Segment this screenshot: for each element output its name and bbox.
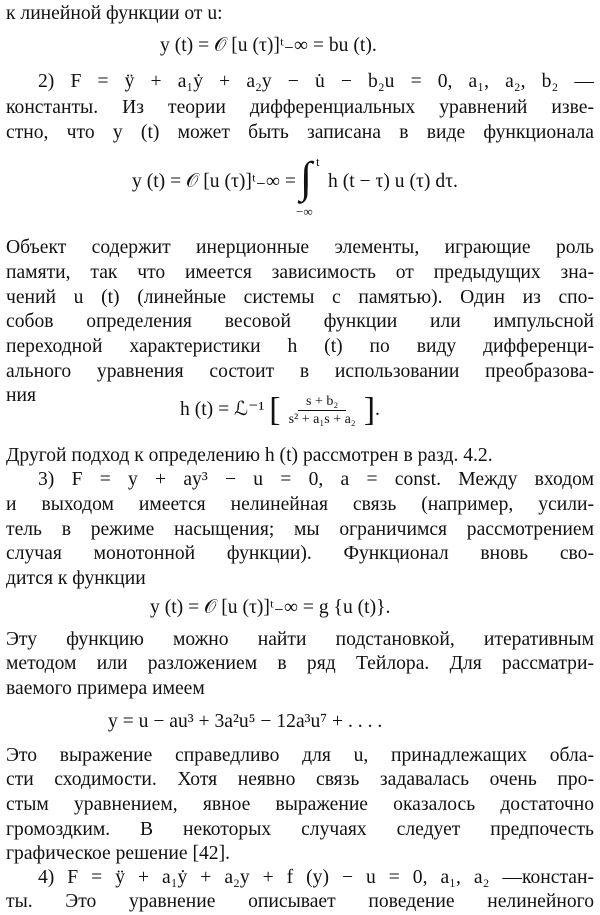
text-line: Другой подход к определению h (t) рассмотрен в разд. 4.2. — [6, 445, 493, 466]
formula-laplace: h (t) = ℒ⁻¹ [ $\frac{\text{s + b₂}}{\text{s² + a₁s + a₂}}$ ]. — [180, 391, 380, 429]
formula-laplace-lhs: h (t) = ℒ⁻¹ — [180, 399, 265, 420]
fraction-denominator: s² + a₁s + a₂ — [288, 412, 356, 427]
formula-output-linear: y (t) = 𝒪 [u (τ)]ᵗ₋∞ = bu (t). — [160, 35, 377, 56]
text-line-item-2: 2) F = ÿ + a₁ẏ + a₂y − u̇ − b₂u = 0, a₁, a₂, b₂ — — [38, 71, 594, 92]
text-line: сти сходимости. Хотя неявно связь задавалась очень про- — [6, 769, 594, 790]
text-line: стно, что y (t) может быть записана в виде функционала — [6, 122, 594, 143]
text-line: собов определения весовой функции или импульсной — [6, 311, 594, 332]
text-line-item-4: 4) F = ÿ + a₁ẏ + a₂y + f (y) − u = 0, a₁, a₂ —констан- — [38, 867, 594, 888]
text-line: и выходом имеется нелинейная связь (например, усили- — [6, 494, 594, 515]
text-line: стым уравнением, явное выражение оказалось достаточно — [6, 794, 594, 815]
text-line: ваемого примера имеем — [6, 678, 205, 699]
formula-taylor-series: y = u − au³ + 3a²u⁵ − 12a³u⁷ + . . . . — [108, 711, 383, 732]
text-line: константы. Из теории дифференциальных уравнений изве- — [6, 97, 594, 118]
formula-functional-rhs: h (t − τ) u (τ) dτ. — [328, 171, 458, 192]
text-line-item-3: 3) F = y + ay³ − u = 0, a = const. Между входом — [38, 469, 594, 490]
text-line: методом или разложением в ряд Тейлора. Для рассматри- — [6, 653, 594, 674]
text-line: тель в режиме насыщения; мы ограничимся рассмотрением — [6, 519, 594, 540]
fraction-numerator: s + b₂ — [298, 393, 346, 411]
integral-sign: ∫ — [300, 153, 313, 202]
text-line: ального уравнения состоит в использовании преобразова- — [6, 361, 594, 382]
text-line: Объект содержит инерционные элементы, играющие роль — [6, 237, 594, 258]
text-line: Эту функцию можно найти подстановкой, итеративным — [6, 629, 594, 650]
integral-lower-limit: −∞ — [296, 204, 313, 219]
formula-nonlinear: y (t) = 𝒪 [u (τ)]ᵗ₋∞ = g {u (t)}. — [150, 597, 391, 618]
text-line: ния — [6, 385, 36, 406]
text-line: графическое решение [42]. — [6, 843, 230, 864]
integral-upper-limit: t — [316, 154, 320, 169]
text-line: к линейной функции от u: — [6, 3, 223, 24]
fraction — [285, 393, 360, 428]
text-line: громоздким. В некоторых случаях следует предпочесть — [6, 819, 594, 840]
text-line: чений u (t) (линейные системы с памятью). Один из спо- — [6, 287, 594, 308]
text-line: случая монотонной функции). Функционал вновь сво- — [6, 543, 594, 564]
text-line: переходной характеристики h (t) по виду дифференци- — [6, 336, 594, 357]
text-line: памяти, так что имеется зависимость от предыдущих зна- — [6, 262, 594, 283]
formula-functional-lhs: y (t) = 𝒪 [u (τ)]ᵗ₋∞ = — [132, 171, 296, 192]
text-line: дится к функции — [6, 568, 146, 589]
text-line: Это выражение справедливо для u, принадлежащих обла- — [6, 745, 594, 766]
text-line: ты. Это уравнение описывает поведение нелинейного — [6, 891, 594, 912]
